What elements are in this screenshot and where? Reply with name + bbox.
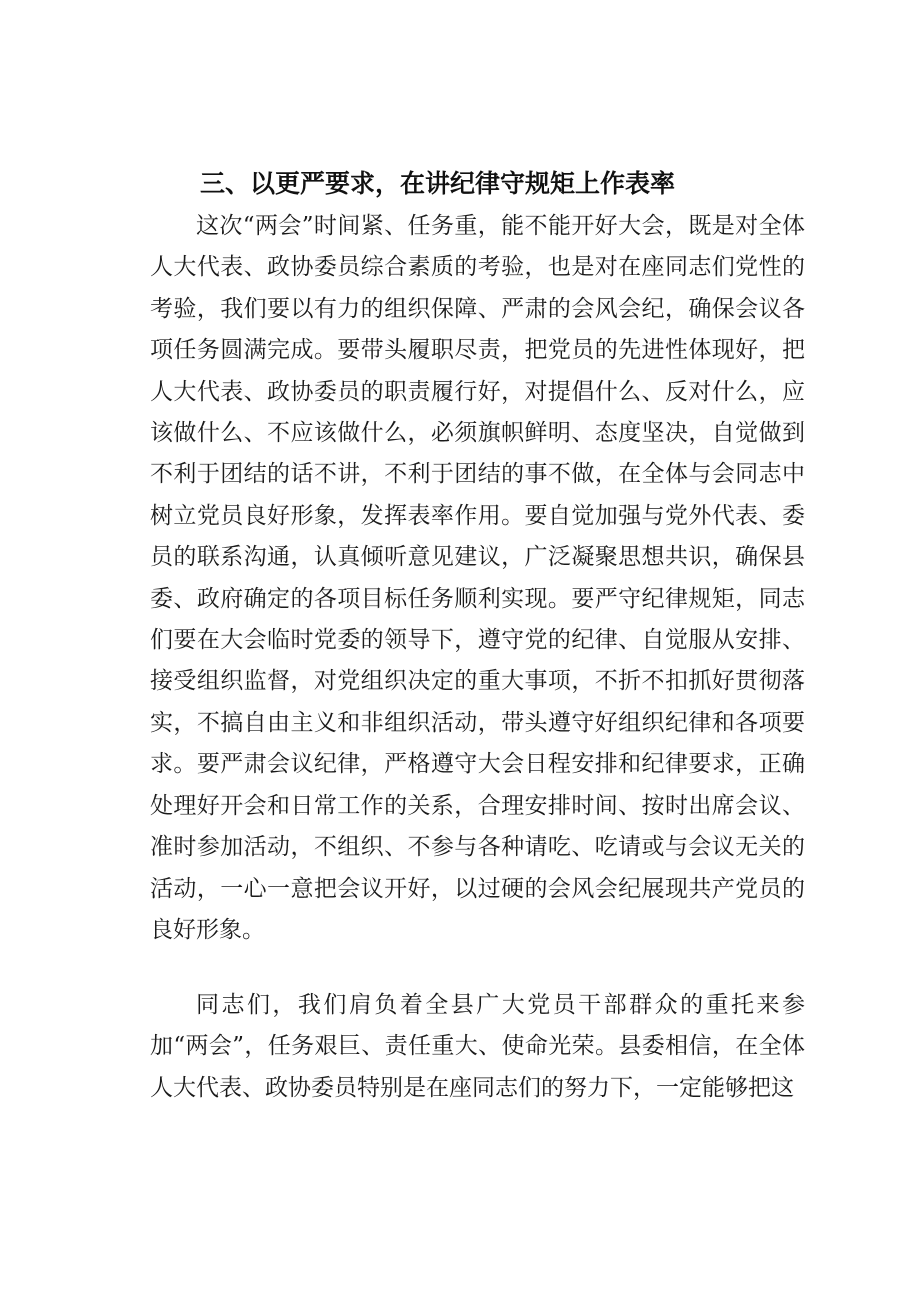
body-paragraph-1: 这次“两会”时间紧、任务重，能不能开好大会，既是对全体人大代表、政协委员综合素质的考验，也是对在座同志们党性的考验，我们要以有力的组织保障、严肃的会风会纪，确保会议各项任务圆满完成。要带头履职尽责，把党员的先进性体现好，把人大代表、政协委员的职责履行好，对提倡什么、反对什么，应该做什么、不应该做什么，必须旗帜鲜明、态度坚决，自觉做到不利于团结的话不讲，不利于团结的事不做，在全体与会同志中树立党员良好形象，发挥表率作用。要自觉加强与党外代表、委员的联系沟通，认真倾听意见建议，广泛凝聚思想共识，确保县委、政府确定的各项目标任务顺利实现。要严守纪律规矩，同志们要在大会临时党委的领导下，遵守党的纪律、自觉服从安排、接受组织监督，对党组织决定的重大事项，不折不扣抓好贯彻落实，不搞自由主义和非组织活动，带头遵守好组织纪律和各项要求。要严肃会议纪律，严格遵守大会日程安排和纪律要求，正确处理好开会和日常工作的关系，合理安排时间、按时出席会议、准时参加活动，不组织、不参与各种请吃、吃请或与会议无关的活动，一心一意把会议开好，以过硬的会风会纪展现共产党员的良好形象。 <box>150 213 805 943</box>
section-heading: 三、以更严要求，在讲纪律守规矩上作表率 <box>200 169 676 198</box>
body-paragraph-2: 同志们，我们肩负着全县广大党员干部群众的重托来参加“两会”，任务艰巨、责任重大、使命光荣。县委相信，在全体人大代表、政协委员特别是在座同志们的努力下，一定能够把这 <box>150 992 805 1101</box>
